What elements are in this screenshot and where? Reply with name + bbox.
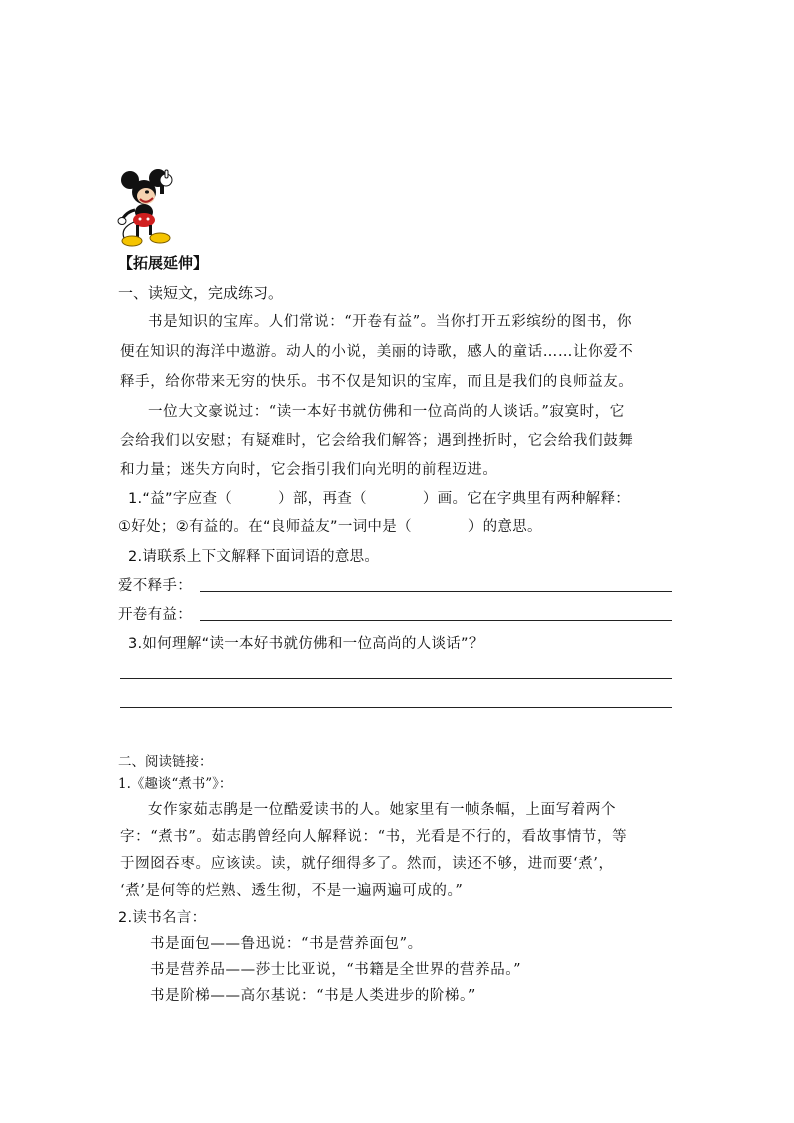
quote-3: 书是阶梯——高尔基说：“书是人类进步的阶梯。” [150, 988, 476, 1004]
answer-line-term2[interactable] [200, 620, 672, 621]
term-aibushishou: 爱不释手： [118, 578, 192, 594]
zhushu-line4: ‘煮’是何等的烂熟、透生彻，不是一遍两遍可成的。” [120, 883, 464, 899]
paragraph1-line2: 便在知识的海洋中遨游。动人的小说，美丽的诗歌，感人的童话……让你爱不 [120, 344, 634, 360]
paragraph2-line1: 一位大文豪说过：“读一本好书就仿佛和一位高尚的人谈话。”寂寞时，它 [148, 404, 625, 420]
q1-text-e: ）的意思。 [467, 519, 542, 535]
part2-item1-title: 1.《趣谈“煮书”》： [118, 776, 233, 792]
question-1-line1 [128, 487, 630, 508]
term-kaijuanyouyi: 开卷有益： [118, 607, 192, 623]
q1-text-b: ）部，再查（ [278, 491, 367, 507]
zhushu-line2: 字：“煮书”。茹志鹃曾经向人解释说：“书，光看是不行的，看故事情节，等 [120, 829, 628, 845]
paragraph2-line3: 和力量；迷失方向时，它会指引我们向光明的前程迈进。 [120, 462, 498, 478]
q1-text-c: ）画。它在字典里有两种解释： [422, 491, 631, 507]
answer-line-q3-1[interactable] [120, 678, 672, 679]
part1-heading: 一、读短文，完成练习。 [118, 284, 284, 302]
quote-2: 书是营养品——莎士比亚说，“书籍是全世界的营养品。” [150, 962, 522, 978]
q1-text-a: 1.“益”字应查（ [128, 491, 233, 507]
quote-1: 书是面包——鲁迅说：“书是营养面包”。 [150, 936, 423, 952]
paragraph1-line3: 释手，给你带来无穷的快乐。书不仅是知识的宝库，而且是我们的良师益友。 [120, 374, 634, 390]
question-3-label: 3.如何理解“读一本好书就仿佛和一位高尚的人谈话”？ [128, 636, 484, 652]
question-2-label: 2.请联系上下文解释下面词语的意思。 [128, 549, 380, 565]
answer-line-q3-2[interactable] [120, 707, 672, 708]
mickey-mouse-illustration [116, 168, 180, 248]
section-title: 【拓展延伸】 [118, 254, 209, 272]
paragraph2-line2: 会给我们以安慰；有疑难时，它会给我们解答；遇到挫折时，它会给我们鼓舞 [120, 433, 634, 449]
part2-item2-title: 2.读书名言： [118, 910, 207, 926]
answer-line-term1[interactable] [200, 591, 672, 592]
zhushu-line3: 于囫囵吞枣。应该读。读，就仔细得多了。然而，读还不够，进而要‘煮’， [120, 856, 614, 872]
q1-text-d: ①好处；②有益的。在“良师益友”一词中是（ [118, 519, 412, 535]
zhushu-line1: 女作家茹志鹃是一位酷爱读书的人。她家里有一帧条幅，上面写着两个 [148, 802, 617, 818]
part2-heading: 二、阅读链接： [118, 754, 213, 770]
paragraph1-line1: 书是知识的宝库。人们常说：“开卷有益”。当你打开五彩缤纷的图书，你 [148, 314, 633, 330]
question-1-line2 [118, 515, 542, 536]
